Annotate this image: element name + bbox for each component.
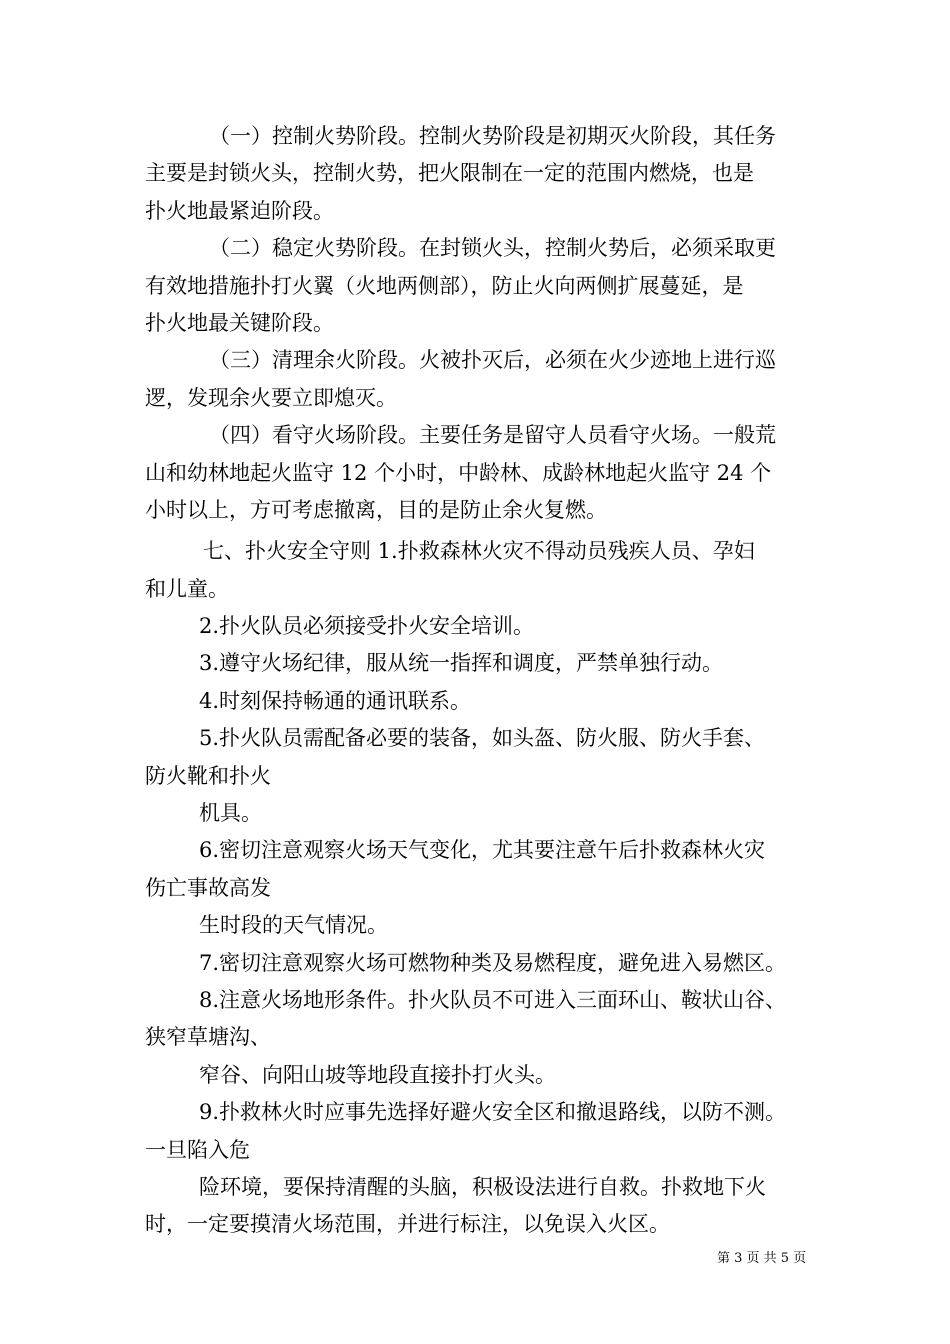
- list-item: 7.密切注意观察火场可燃物种类及易燃程度，避免进入易燃区。: [199, 950, 787, 975]
- paragraph-line: 有效地措施扑打火翼（火地两侧部），防止火向两侧扩展蔓延，是: [145, 273, 744, 298]
- list-item-continuation: 生时段的天气情况。: [199, 913, 388, 938]
- paragraph-line: 小时以上，方可考虑撤离，目的是防止余火复燃。: [145, 497, 607, 522]
- list-item-continuation: 一旦陷入危: [145, 1137, 250, 1162]
- paragraph-line: 逻，发现余火要立即熄灭。: [145, 385, 397, 410]
- list-item-continuation: 伤亡事故高发: [145, 875, 271, 900]
- page-number: 第 3 页 共 5 页: [717, 1251, 807, 1266]
- list-item: 5.扑火队员需配备必要的装备，如头盔、防火服、防火手套、: [199, 726, 766, 751]
- document-body: [145, 118, 825, 1244]
- list-item-continuation: 窄谷、向阳山坡等地段直接扑打火头。: [199, 1062, 556, 1087]
- paragraph-line: 扑火地最关键阶段。: [145, 310, 334, 335]
- section-heading-line: 七、扑火安全守则 1.扑救森林火灾不得动员残疾人员、孕妇: [203, 539, 755, 564]
- list-item: 3.遵守火场纪律，服从统一指挥和调度，严禁单独行动。: [199, 651, 724, 676]
- paragraph-line: （一）控制火势阶段。控制火势阶段是初期灭火阶段，其任务: [209, 124, 776, 148]
- paragraph-line: （二）稳定火势阶段。在封锁火头，控制火势后，必须采取更: [209, 236, 776, 261]
- list-item: 2.扑火队员必须接受扑火安全培训。: [199, 614, 535, 639]
- list-item: 6.密切注意观察火场天气变化，尤其要注意午后扑救森林火灾: [199, 838, 766, 863]
- list-item: 8.注意火场地形条件。扑火队员不可进入三面环山、鞍状山谷、: [199, 987, 787, 1012]
- list-item: 9.扑救林火时应事先选择好避火安全区和撤退路线，以防不测。: [199, 1100, 787, 1125]
- paragraph-line: 扑火地最紧迫阶段。: [145, 198, 334, 223]
- list-item-continuation: 机具。: [199, 801, 262, 826]
- paragraph-line: 和儿童。: [145, 576, 229, 601]
- paragraph-line: 主要是封锁火头，控制火势，把火限制在一定的范围内燃烧，也是: [145, 161, 754, 186]
- list-item-continuation: 防火靴和扑火: [145, 763, 271, 788]
- list-item-continuation: 时，一定要摸清火场范围，并进行标注，以免误入火区。: [145, 1212, 670, 1237]
- list-item: 4.时刻保持畅通的通讯联系。: [199, 688, 472, 713]
- list-item-continuation: 险环境，要保持清醒的头脑，积极设法进行自救。扑救地下火: [199, 1174, 766, 1199]
- paragraph-line: （四）看守火场阶段。主要任务是留守人员看守火场。一般荒: [209, 423, 776, 448]
- paragraph-line: 山和幼林地起火监守 12 个小时，中龄林、成龄林地起火监守 24 个: [145, 460, 772, 485]
- list-item-continuation: 狭窄草塘沟、: [145, 1025, 271, 1050]
- paragraph-line: （三）清理余火阶段。火被扑灭后，必须在火少迹地上进行巡: [209, 348, 776, 373]
